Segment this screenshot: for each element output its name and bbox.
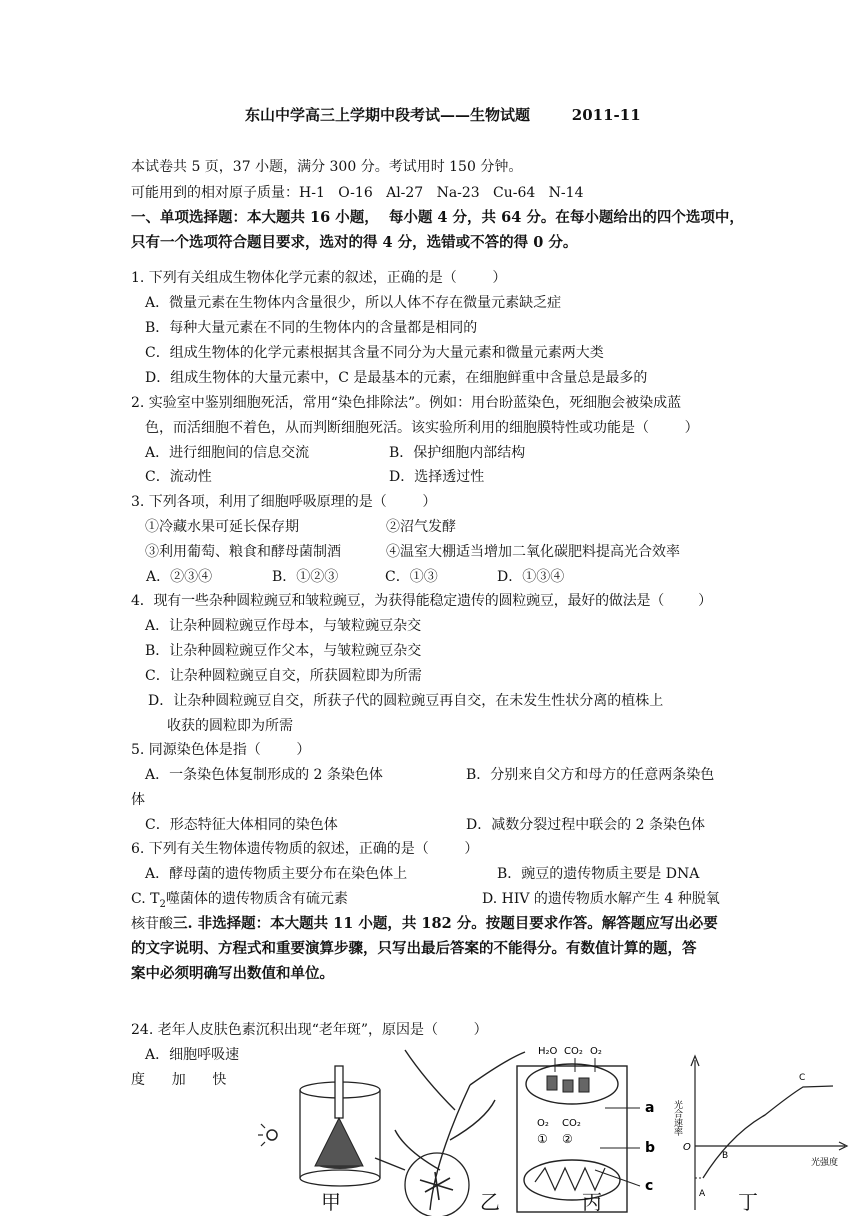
question-2-option-d: D．选择透过性 bbox=[389, 469, 485, 485]
question-2-cont: 色，而活细胞不着色，从而判断细胞死活。该实验所利用的细胞膜特性或功能是（ ） bbox=[145, 420, 699, 436]
graph-point-a: A bbox=[699, 1189, 706, 1199]
graph-ylabel: 光合速率 bbox=[672, 1100, 682, 1136]
label-co2: CO₂ bbox=[564, 1046, 583, 1057]
graph-xlabel: 光强度 bbox=[811, 1158, 839, 1168]
graph-origin: O bbox=[683, 1142, 691, 1153]
question-3-item-4: ④温室大棚适当增加二氧化碳肥料提高光合效率 bbox=[386, 544, 680, 560]
label-b: b bbox=[645, 1140, 656, 1156]
label-o2: O₂ bbox=[590, 1046, 602, 1057]
question-1: 1. 下列有关组成生物体化学元素的叙述，正确的是（ ） bbox=[131, 270, 507, 286]
question-5: 5. 同源染色体是指（ ） bbox=[131, 742, 311, 758]
section3-heading: 核苷酸三. 非选择题：本大题共 11 小题，共 182 分。按题目要求作答。解答题应写出必要 bbox=[131, 915, 718, 932]
biology-figure bbox=[255, 1040, 855, 1216]
label-h2o: H₂O bbox=[538, 1046, 558, 1057]
graph-point-c: C bbox=[799, 1073, 806, 1083]
question-3: 3. 下列各项，利用了细胞呼吸原理的是（ ） bbox=[131, 494, 437, 510]
question-5-option-a: A．一条染色体复制形成的 2 条染色体 bbox=[145, 767, 383, 783]
question-5-option-b: B．分别来自父方和母方的任意两条染色 bbox=[466, 767, 715, 783]
question-3-item-3: ③利用葡萄、粮食和酵母菌制酒 bbox=[145, 544, 341, 560]
section3-heading-cont: 的文字说明、方程式和重要演算步骤，只写出最后答案的不能得分。有数值计算的题，答 bbox=[131, 940, 697, 957]
intro-line-1: 本试卷共 5 页，37 小题，满分 300 分。考试用时 150 分钟。 bbox=[131, 159, 523, 175]
question-24-option-a: A．细胞呼吸速 bbox=[145, 1047, 240, 1063]
question-6-option-c: C. $T_2$噬菌体的遗传物质含有硫元素 bbox=[131, 891, 348, 910]
question-4-option-d-cont: 收获的圆粒即为所需 bbox=[167, 718, 293, 734]
label-1: ① bbox=[537, 1132, 548, 1146]
question-6-option-b: B．豌豆的遗传物质主要是 DNA bbox=[497, 866, 700, 882]
exam-title: 东山中学高三上学期中段考试——生物试题 2011-11 bbox=[245, 106, 641, 124]
question-2-option-b: B．保护细胞内部结构 bbox=[389, 445, 526, 461]
section3-heading-cont-2: 案中必须明确写出数值和单位。 bbox=[131, 965, 334, 982]
question-5-option-d: D．减数分裂过程中联会的 2 条染色体 bbox=[466, 817, 706, 833]
question-4: 4．现有一些杂种圆粒豌豆和皱粒豌豆，为获得能稳定遗传的圆粒豌豆，最好的做法是（ ） bbox=[131, 593, 712, 609]
question-3-item-2: ②沼气发酵 bbox=[386, 519, 456, 535]
question-5-option-b-cont: 体 bbox=[131, 792, 145, 808]
question-1-option-b: B．每种大量元素在不同的生物体内的含量都是相同的 bbox=[145, 320, 478, 336]
question-4-option-b: B．让杂种圆粒豌豆作父本，与皱粒豌豆杂交 bbox=[145, 643, 422, 659]
section1-heading-cont: 只有一个选项符合题目要求，选对的得 4 分，选错或不答的得 0 分。 bbox=[131, 234, 578, 251]
question-3-option-c: C．①③ bbox=[385, 569, 438, 585]
question-2-option-c: C．流动性 bbox=[145, 469, 212, 485]
question-6: 6. 下列有关生物体遗传物质的叙述，正确的是（ ） bbox=[131, 841, 479, 857]
question-3-option-a: A．②③④ bbox=[146, 569, 213, 585]
figure-yi-plant bbox=[375, 1050, 525, 1216]
intro-line-2: 可能用到的相对原子质量：H-1 O-16 Al-27 Na-23 Cu-64 N-14 bbox=[131, 185, 584, 201]
graph-point-b: B bbox=[722, 1151, 729, 1161]
question-4-option-d: D．让杂种圆粒豌豆自交，所获子代的圆粒豌豆再自交，在未发生性状分离的植株上 bbox=[148, 693, 664, 709]
question-24: 24. 老年人皮肤色素沉积出现“老年斑”，原因是（ ） bbox=[131, 1022, 488, 1038]
question-24-option-a-cont: 度 加 快 bbox=[131, 1072, 227, 1088]
question-2-option-a: A．进行细胞间的信息交流 bbox=[145, 445, 310, 461]
figure-jia-apparatus bbox=[258, 1066, 380, 1186]
question-1-option-c: C．组成生物体的化学元素根据其含量不同分为大量元素和微量元素两大类 bbox=[145, 345, 604, 361]
question-4-option-a: A．让杂种圆粒豌豆作母本，与皱粒豌豆杂交 bbox=[145, 618, 422, 634]
figure-ding-graph bbox=[672, 1056, 847, 1210]
question-1-option-a: A．微量元素在生物体内含量很少，所以人体不存在微量元素缺乏症 bbox=[145, 295, 562, 311]
exam-date: 2011-11 bbox=[571, 106, 641, 124]
figure-label-ding: 丁 bbox=[738, 1190, 758, 1214]
label-co2-inner: CO₂ bbox=[562, 1118, 581, 1129]
question-3-item-1: ①冷藏水果可延长保存期 bbox=[145, 519, 299, 535]
label-a: a bbox=[645, 1100, 655, 1116]
label-2: ② bbox=[562, 1132, 573, 1146]
question-1-option-d: D．组成生物体的大量元素中，C 是最基本的元素，在细胞鲜重中含量总是最多的 bbox=[145, 370, 648, 386]
label-o2-inner: O₂ bbox=[537, 1118, 549, 1129]
question-2: 2. 实验室中鉴别细胞死活，常用“染色排除法”。例如：用台盼蓝染色，死细胞会被染成蓝 bbox=[131, 395, 682, 411]
question-5-option-c: C．形态特征大体相同的染色体 bbox=[145, 817, 338, 833]
question-4-option-c: C．让杂种圆粒豌豆自交，所获圆粒即为所需 bbox=[145, 668, 422, 684]
question-6-option-d: D. HIV 的遗传物质水解产生 4 种脱氧 bbox=[482, 891, 720, 907]
question-3-option-d: D．①③④ bbox=[497, 569, 565, 585]
label-c: c bbox=[645, 1178, 654, 1194]
figure-label-jia: 甲 bbox=[321, 1190, 341, 1214]
section1-heading: 一、单项选择题：本大题共 16 小题， 每小题 4 分，共 64 分。在每小题给出的四个选项中， bbox=[131, 209, 744, 226]
question-3-option-b: B．①②③ bbox=[272, 569, 339, 585]
question-6-option-a: A．酵母菌的遗传物质主要分布在染色体上 bbox=[145, 866, 408, 882]
figure-label-bing: 丙 bbox=[582, 1190, 602, 1214]
figure-label-yi: 乙 bbox=[480, 1190, 500, 1214]
